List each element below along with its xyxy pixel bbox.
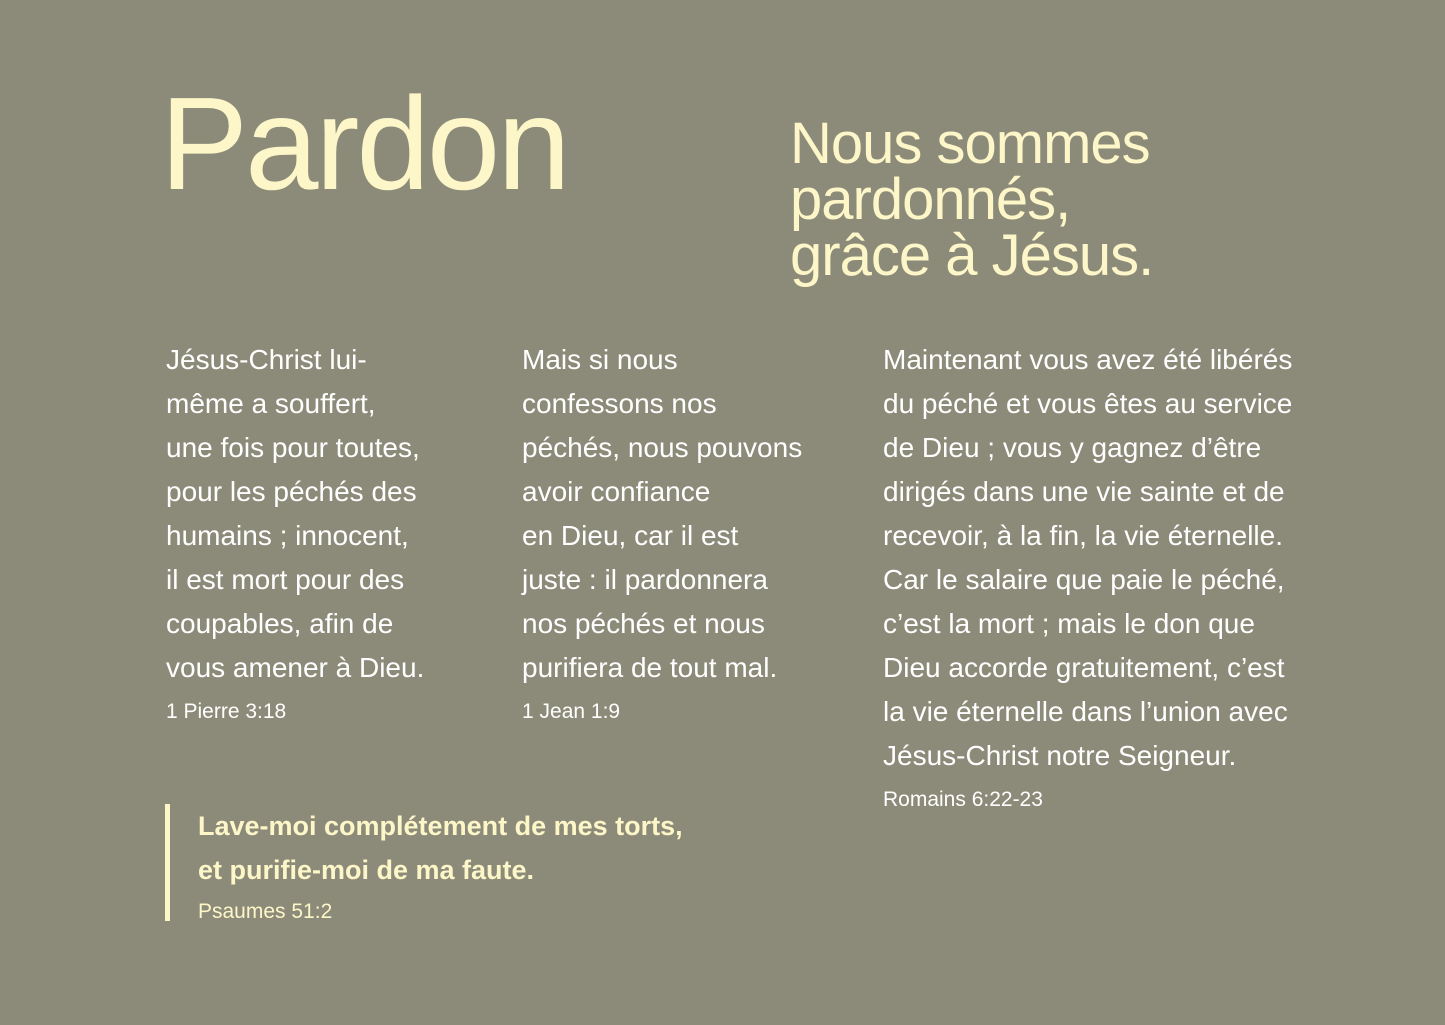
verse-line: coupables, afin de	[166, 608, 394, 639]
quote-line: et purifie-moi de ma faute.	[198, 855, 535, 885]
verse-line: une fois pour toutes,	[166, 432, 420, 463]
page-title: Pardon	[160, 70, 568, 217]
verse-line: Jésus-Christ notre Seigneur.	[883, 740, 1237, 771]
subtitle-line: pardonnés,	[790, 167, 1071, 232]
verse-line: c’est la mort ; mais le don que	[883, 608, 1255, 639]
quote-reference: Psaumes 51:2	[198, 900, 333, 923]
subtitle	[790, 111, 1154, 288]
verse-line: dirigés dans une vie sainte et de	[883, 476, 1285, 507]
verse-line: même a souffert,	[166, 388, 376, 419]
verse-line: purifiera de tout mal.	[522, 652, 778, 683]
verse-line: Maintenant vous avez été libérés	[883, 344, 1293, 375]
verse-line: avoir confiance	[522, 476, 711, 507]
verse-line: il est mort pour des	[166, 564, 405, 595]
verse-text	[522, 338, 802, 690]
psalm-quote	[165, 804, 683, 921]
subtitle-line: grâce à Jésus.	[790, 223, 1154, 288]
verse-line: de Dieu ; vous y gagnez d’être	[883, 432, 1262, 463]
verse-reference: 1 Jean 1:9	[522, 700, 621, 723]
verse-1-jean	[522, 338, 802, 724]
verse-line: Mais si nous	[522, 344, 678, 375]
quote-line: Lave-moi complétement de mes torts,	[198, 811, 683, 841]
subtitle-line: Nous sommes	[790, 111, 1150, 176]
verse-romains	[883, 338, 1292, 812]
verse-line: recevoir, à la fin, la vie éternelle.	[883, 520, 1283, 551]
verse-line: vous amener à Dieu.	[166, 652, 425, 683]
verse-1-pierre	[166, 338, 424, 724]
verse-text	[883, 338, 1292, 778]
verse-line: juste : il pardonnera	[522, 564, 768, 595]
verse-line: confessons nos	[522, 388, 717, 419]
verse-line: humains ; innocent,	[166, 520, 409, 551]
verse-line: Dieu accorde gratuitement, c’est	[883, 652, 1285, 683]
verse-line: en Dieu, car il est	[522, 520, 739, 551]
verse-line: du péché et vous êtes au service	[883, 388, 1293, 419]
verse-line: Car le salaire que paie le péché,	[883, 564, 1285, 595]
quote-text	[198, 804, 683, 892]
verse-line: pour les péchés des	[166, 476, 417, 507]
verse-line: la vie éternelle dans l’union avec	[883, 696, 1288, 727]
verse-reference: 1 Pierre 3:18	[166, 700, 287, 723]
verse-text	[166, 338, 424, 690]
verse-reference: Romains 6:22-23	[883, 788, 1043, 811]
verse-line: péchés, nous pouvons	[522, 432, 803, 463]
verse-line: Jésus-Christ lui-	[166, 344, 367, 375]
verse-line: nos péchés et nous	[522, 608, 765, 639]
